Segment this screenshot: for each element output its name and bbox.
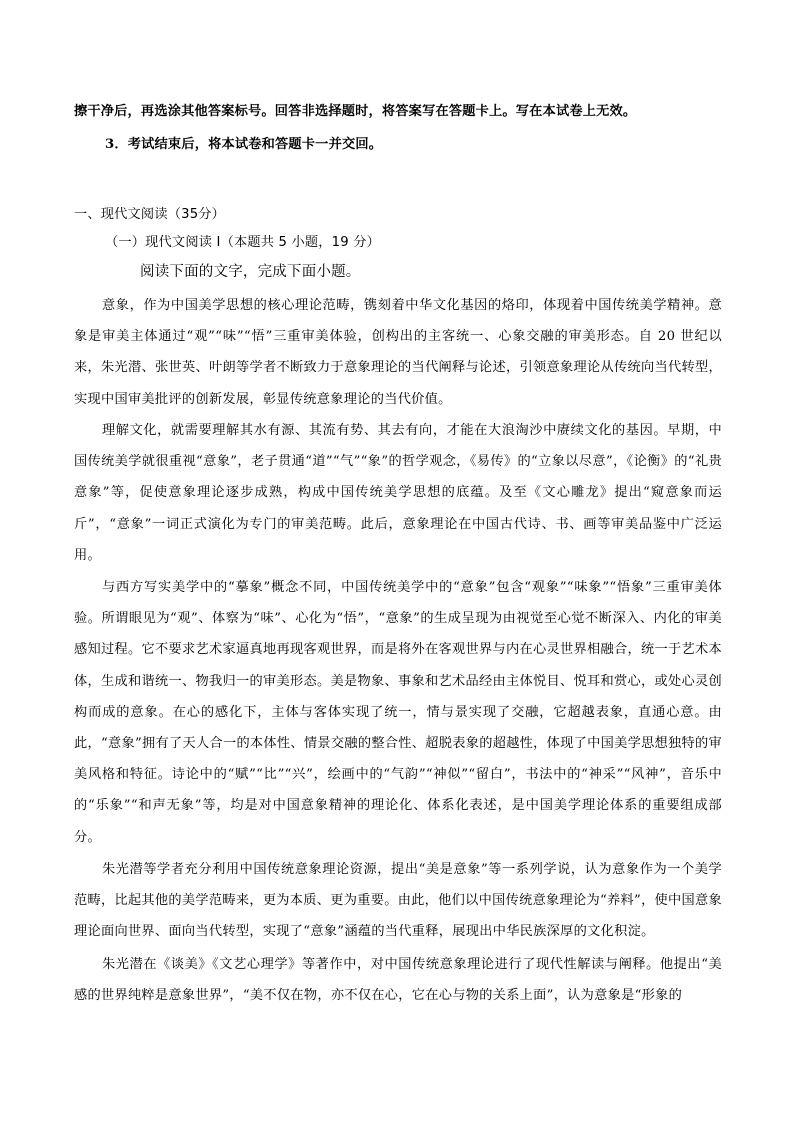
paragraph-2: 理解文化，就需要理解其水有源、其流有势、其去有向，才能在大浪淘沙中赓续文化的基因。早期，中国传统美学就很重视“意象”，老子贯通“道”“气”“象”的哲学观念，《易传》的“立象以尽意”，《论衡》的“礼贵意象”等，促使意象理论逐步成熟，构成中国传统美学思想的底蕴。及至《文心雕龙》提出“窥意象而运斤”，“意象”一词正式演化为专门的审美范畴。此后，意象理论在中国古代诗、书、画等审美品鉴中广泛运用。 — [74, 423, 722, 563]
paragraph-5: 朱光潜在《谈美》《文艺心理学》等著作中，对中国传统意象理论进行了现代性解读与阐释。他提出“美感的世界纯粹是意象世界”，“美不仅在物，亦不仅在心，它在心与物的关系上面”，认为意象是“形象的 — [74, 957, 722, 1004]
paragraph-1: 意象，作为中国美学思想的核心理论范畴，镌刻着中华文化基因的烙印，体现着中国传统美学精神。意象是审美主体通过“观”“味”“悟”三重审美体验，创构出的主客统一、心象交融的审美形态。自 20 世纪以来，朱光潜、张世英、叶朗等学者不断致力于意象理论的当代阐释与论述，引领意象理论从传统向当代转型，实现中国审美批评的创新发展，彰显传统意象理论的当代价值。 — [74, 298, 722, 407]
paragraph-4: 朱光潜等学者充分利用中国传统意象理论资源，提出“美是意象”等一系列学说，认为意象作为一个美学范畴，比起其他的美学范畴来，更为本质、更为重要。由此，他们以中国传统意象理论为“养料”，使中国意象理论面向世界、面向当代转型，实现了“意象”涵蕴的当代重释，展现出中华民族深厚的文化积淀。 — [74, 862, 722, 940]
instruction-line-2: 3．考试结束后，将本试卷和答题卡一并交回。 — [105, 137, 383, 152]
instruction-line-1: 擦干净后，再选涂其他答案标号。回答非选择题时，将答案写在答题卡上。写在本试卷上无效。 — [74, 104, 637, 119]
paragraph-3: 与西方写实美学中的“摹象”概念不同，中国传统美学中的“意象”包含“观象”“味象”“悟象”三重审美体验。所谓眼见为“观”、体察为“味”、心化为“悟”，“意象”的生成呈现为由视觉至心觉不断深入、内化的审美感知过程。它不要求艺术家逼真地再现客观世界，而是将外在客观世界与内在心灵世界相融合，统一于艺术本体，生成和谐统一、物我归一的审美形态。美是物象、事象和艺术品经由主体悦目、悦耳和赏心，或处心灵创构而成的意象。在心的感化下，主体与客体实现了统一，情与景实现了交融，它超越表象，直通心意。由此，“意象”拥有了天人合一的本体性、情景交融的整合性、超脱表象的超越性，体现了中国美学思想独特的审美风格和特征。诗论中的“赋”“比”“兴”，绘画中的“气韵”“神似”“留白”，书法中的“神采”“风神”，音乐中的“乐象”“和声无象”等，均是对中国意象精神的理论化、体系化表述，是中国美学理论体系的重要组成部分。 — [74, 580, 722, 845]
section-title: 一、现代文阅读（35分） — [74, 207, 226, 222]
reading-instruction: 阅读下面的文字，完成下面小题。 — [140, 264, 361, 280]
subsection-title: （一）现代文阅读 I（本题共 5 小题，19 分） — [105, 235, 381, 250]
